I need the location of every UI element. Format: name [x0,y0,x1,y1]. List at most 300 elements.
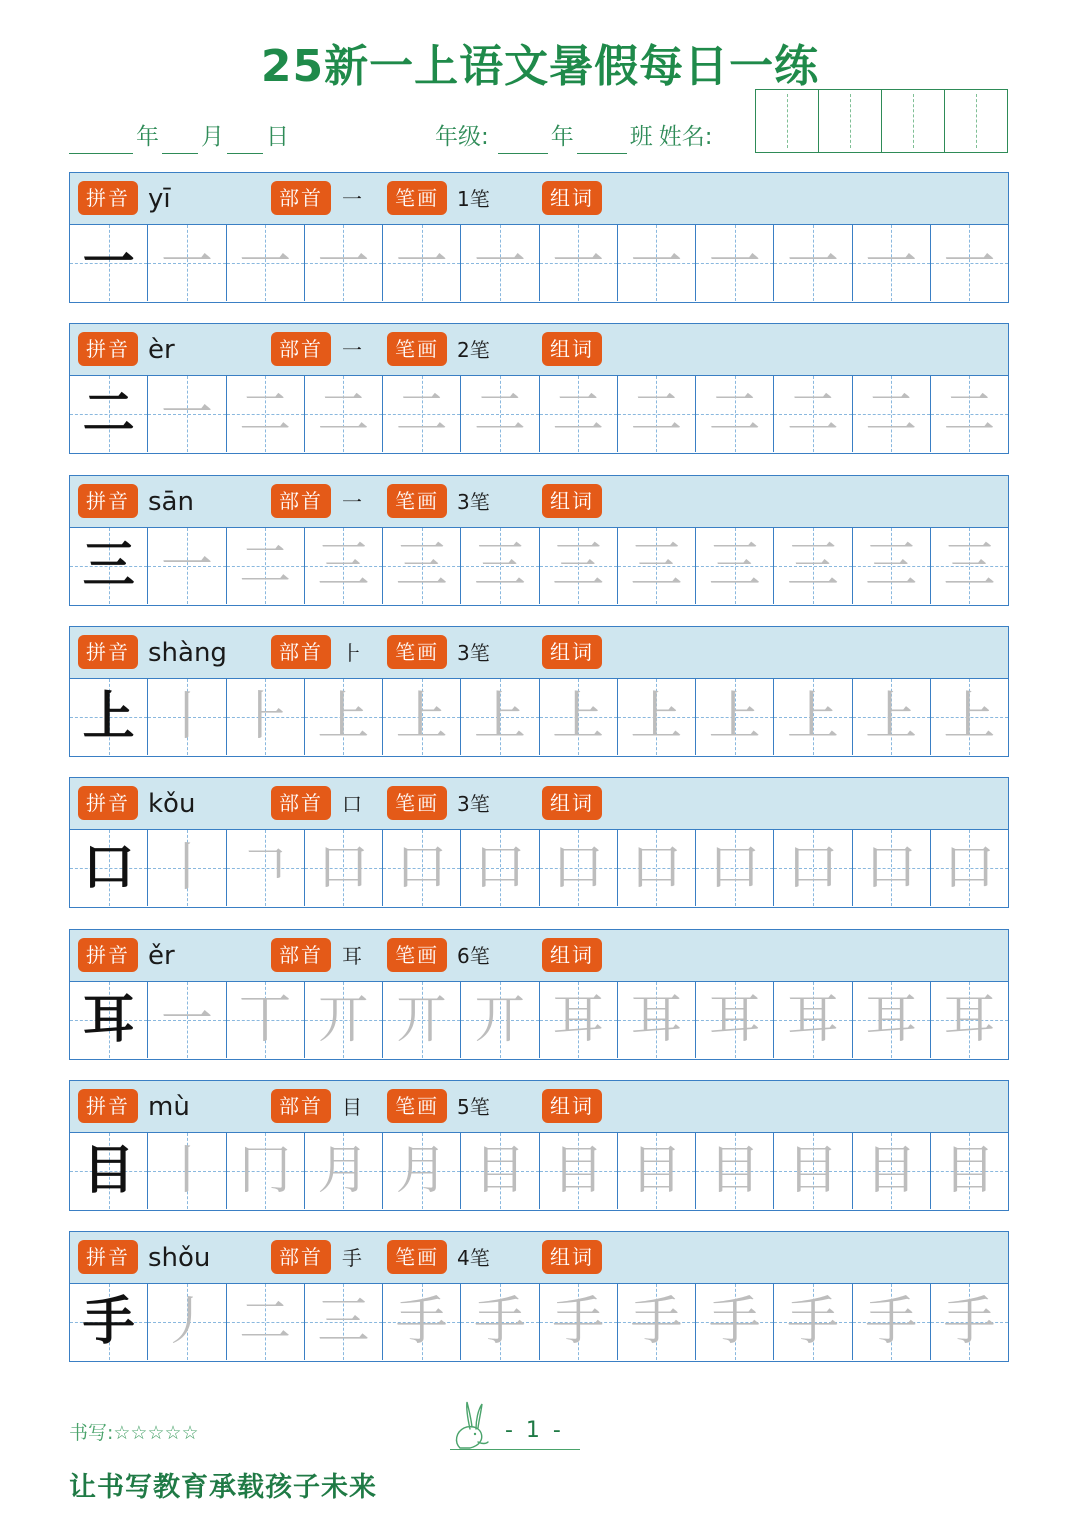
tianzige-cells [70,982,1008,1058]
pinyin-value: shàng [148,637,227,668]
trace-cell[interactable] [853,376,931,452]
pinyin-value: ěr [148,940,175,971]
year-label: 年 [136,124,159,150]
trace-character: 二 [473,384,526,445]
trace-cell[interactable] [227,982,305,1058]
radical-tag: 部首 [271,181,331,215]
trace-character: 上 [786,686,839,747]
pinyin-value: mù [148,1091,190,1122]
trace-character: 手 [943,1292,996,1353]
trace-character: 口 [708,838,761,899]
rabbit-icon [450,1398,494,1450]
trace-cell[interactable] [227,376,305,452]
trace-cell[interactable] [461,528,539,604]
trace-cell[interactable] [383,982,461,1058]
trace-cell[interactable] [461,1133,539,1209]
pinyin-value: èr [148,335,175,366]
trace-cell[interactable] [461,830,539,906]
trace-character: 手 [552,1292,605,1353]
trace-cell[interactable] [148,1133,226,1209]
trace-character: 手 [865,1292,918,1353]
tianzige-cells [70,679,1008,755]
trace-character: 丌 [317,989,370,1050]
radical-value: 一 [342,187,362,211]
radical-value: 手 [342,1246,362,1271]
trace-cell[interactable] [774,1133,852,1209]
pinyin-tag: 拼音 [78,635,138,669]
trace-cell[interactable] [618,528,696,604]
strokes-value: 2笔 [457,338,490,363]
trace-cell[interactable] [540,679,618,755]
radical-tag: 部首 [271,1089,331,1123]
tianzige-cells [70,528,1008,604]
practice-row [69,172,1009,303]
trace-cell[interactable] [227,679,305,755]
trace-character: 丨 [160,838,213,899]
trace-cell[interactable] [148,528,226,604]
trace-cell[interactable] [383,376,461,452]
trace-cell[interactable] [853,982,931,1058]
trace-cell[interactable] [618,376,696,452]
trace-cell[interactable] [383,1284,461,1360]
row-header [70,778,1008,830]
pinyin-tag: 拼音 [78,786,138,820]
trace-character: 手 [395,1292,448,1353]
strokes-value: 3笔 [457,489,490,514]
trace-cell[interactable] [540,1133,618,1209]
trace-cell[interactable] [931,830,1008,906]
trace-cell[interactable] [931,1133,1008,1209]
trace-cell[interactable] [853,225,931,301]
trace-character: 耳 [943,989,996,1050]
words-field[interactable] [610,1240,1000,1274]
radical-value: 目 [342,1094,362,1119]
trace-cell[interactable] [618,1284,696,1360]
writing-rating: 书写:☆☆☆☆☆ [69,1422,199,1444]
page-number-text: - 1 - [505,1418,564,1443]
model-character: 一 [82,233,135,293]
trace-cell[interactable] [148,982,226,1058]
trace-cell[interactable] [774,982,852,1058]
trace-cell[interactable] [383,1133,461,1209]
model-cell [70,679,148,755]
row-header [70,1081,1008,1133]
trace-character: 二 [708,384,761,445]
pinyin-value: yī [148,184,171,214]
trace-character: 一 [473,233,526,293]
trace-character: 二 [786,384,839,445]
strokes-value: 5笔 [457,1094,490,1119]
trace-cell[interactable] [696,830,774,906]
trace-cell[interactable] [461,376,539,452]
trace-cell[interactable] [618,679,696,755]
trace-cell[interactable] [148,1284,226,1360]
trace-character: 目 [865,1140,918,1201]
words-tag: 组词 [542,332,602,366]
pinyin-tag: 拼音 [78,332,138,366]
trace-cell[interactable] [227,1133,305,1209]
model-character: 三 [82,535,135,596]
trace-character: 丌 [473,989,526,1050]
trace-character: 上 [473,686,526,747]
strokes-value: 3笔 [457,792,490,817]
date-line [69,120,292,154]
trace-cell[interactable] [305,528,383,604]
row-header [70,1232,1008,1284]
radical-tag: 部首 [271,635,331,669]
practice-row [69,323,1009,454]
trace-cell[interactable] [148,376,226,452]
trace-cell[interactable] [696,225,774,301]
trace-character: 口 [865,838,918,899]
model-cell [70,528,148,604]
trace-character: 上 [630,686,683,747]
trace-cell[interactable] [931,679,1008,755]
trace-character: 二 [865,384,918,445]
trace-character: 月 [317,1140,370,1201]
trace-character: 上 [317,686,370,747]
trace-character: 手 [786,1292,839,1353]
words-tag: 组词 [542,938,602,972]
radical-value: 口 [342,792,362,817]
trace-cell[interactable] [305,376,383,452]
trace-character: 手 [708,1292,761,1353]
words-field[interactable] [610,1089,1000,1123]
trace-cell[interactable] [227,528,305,604]
trace-character: 三 [865,535,918,596]
trace-character: 一 [395,233,448,293]
trace-character: 口 [786,838,839,899]
trace-character: 一 [160,535,213,596]
trace-cell[interactable] [148,225,226,301]
words-tag: 组词 [542,1240,602,1274]
page-title: 25新一上语文暑假每日一练 [260,41,820,92]
words-field[interactable] [610,181,1000,215]
name-box[interactable] [882,90,945,152]
pinyin-tag: 拼音 [78,1089,138,1123]
words-field[interactable] [610,484,1000,518]
trace-cell[interactable] [931,1284,1008,1360]
trace-character: 月 [395,1140,448,1201]
radical-value: 耳 [342,943,362,968]
trace-cell[interactable] [618,982,696,1058]
words-field[interactable] [610,635,1000,669]
strokes-tag: 笔画 [387,1089,447,1123]
strokes-tag: 笔画 [387,181,447,215]
trace-character: 一 [865,233,918,293]
trace-character: 耳 [552,989,605,1050]
slogan: 让书写教育承载孩子未来 [69,1472,377,1503]
strokes-value: 6笔 [457,943,490,968]
words-tag: 组词 [542,181,602,215]
trace-cell[interactable] [383,225,461,301]
trace-character: 手 [473,1292,526,1353]
trace-cell[interactable] [774,830,852,906]
strokes-tag: 笔画 [387,332,447,366]
trace-cell[interactable] [305,225,383,301]
trace-cell[interactable] [461,679,539,755]
trace-cell[interactable] [696,528,774,604]
trace-cell[interactable] [305,830,383,906]
model-cell [70,982,148,1058]
trace-cell[interactable] [383,830,461,906]
trace-cell[interactable] [305,1284,383,1360]
trace-character: 口 [943,838,996,899]
trace-character: 目 [943,1140,996,1201]
radical-value: 一 [342,489,362,514]
pinyin-value: kǒu [148,789,196,820]
words-field[interactable] [610,938,1000,972]
trace-character: 一 [708,233,761,293]
strokes-tag: 笔画 [387,1240,447,1274]
trace-character: 耳 [865,989,918,1050]
trace-character: 上 [552,686,605,747]
trace-character: 三 [708,535,761,596]
strokes-tag: 笔画 [387,786,447,820]
trace-cell[interactable] [618,830,696,906]
pinyin-tag: 拼音 [78,1240,138,1274]
radical-tag: 部首 [271,938,331,972]
trace-cell[interactable] [853,1284,931,1360]
trace-cell[interactable] [853,528,931,604]
practice-row [69,626,1009,757]
trace-cell[interactable] [853,1133,931,1209]
trace-cell[interactable] [540,1284,618,1360]
words-tag: 组词 [542,786,602,820]
model-character: 手 [82,1292,135,1353]
trace-character: 目 [552,1140,605,1201]
trace-character: 口 [317,838,370,899]
model-character: 上 [82,686,135,747]
radical-tag: 部首 [271,1240,331,1274]
model-cell [70,830,148,906]
trace-character: 上 [708,686,761,747]
trace-character: 二 [239,1292,292,1353]
trace-character: 二 [552,384,605,445]
words-tag: 组词 [542,484,602,518]
trace-cell[interactable] [461,225,539,301]
trace-character: 一 [160,384,213,445]
trace-character: 𠃍 [239,838,292,899]
strokes-value: 4笔 [457,1246,490,1271]
model-character: 目 [82,1140,135,1201]
trace-character: 三 [552,535,605,596]
pinyin-tag: 拼音 [78,181,138,215]
trace-cell[interactable] [853,830,931,906]
trace-character: 目 [473,1140,526,1201]
trace-character: 耳 [708,989,761,1050]
row-header [70,476,1008,528]
trace-character: 一 [786,233,839,293]
strokes-tag: 笔画 [387,938,447,972]
trace-cell[interactable] [383,528,461,604]
trace-cell[interactable] [618,225,696,301]
trace-character: 丨 [160,686,213,747]
words-field[interactable] [610,786,1000,820]
radical-tag: 部首 [271,484,331,518]
strokes-tag: 笔画 [387,484,447,518]
trace-cell[interactable] [227,1284,305,1360]
practice-row [69,1080,1009,1211]
trace-character: 一 [239,233,292,293]
trace-cell[interactable] [774,225,852,301]
trace-cell[interactable] [774,1284,852,1360]
trace-character: 口 [630,838,683,899]
day-blank[interactable] [227,126,263,154]
pinyin-tag: 拼音 [78,484,138,518]
model-cell [70,1133,148,1209]
model-cell [70,225,148,301]
trace-cell[interactable] [540,376,618,452]
name-box[interactable] [756,90,819,152]
pinyin-value: sān [148,486,194,517]
trace-character: 二 [943,384,996,445]
trace-character: 手 [630,1292,683,1353]
model-character: 耳 [82,989,135,1050]
tianzige-cells [70,830,1008,906]
trace-character: 三 [473,535,526,596]
trace-cell[interactable] [305,1133,383,1209]
grade-year-label: 年 [550,124,574,150]
trace-cell[interactable] [696,1133,774,1209]
trace-cell[interactable] [461,1284,539,1360]
trace-cell[interactable] [227,830,305,906]
trace-character: 丿 [160,1292,213,1353]
trace-character: 耳 [630,989,683,1050]
trace-cell[interactable] [931,225,1008,301]
trace-character: 目 [708,1140,761,1201]
trace-character: 二 [239,535,292,596]
trace-cell[interactable] [931,528,1008,604]
radical-value: ⺊ [342,640,362,665]
trace-character: 二 [630,384,683,445]
trace-cell[interactable] [774,376,852,452]
strokes-tag: 笔画 [387,635,447,669]
model-character: 口 [82,838,135,899]
radical-value: 一 [342,338,362,363]
trace-character: 二 [239,384,292,445]
trace-cell[interactable] [461,982,539,1058]
class-blank[interactable] [577,126,627,154]
trace-cell[interactable] [227,225,305,301]
trace-cell[interactable] [696,679,774,755]
trace-cell[interactable] [696,376,774,452]
month-blank[interactable] [162,126,198,154]
trace-cell[interactable] [305,982,383,1058]
model-cell [70,1284,148,1360]
year-blank[interactable] [69,126,133,154]
words-tag: 组词 [542,635,602,669]
trace-cell[interactable] [305,679,383,755]
trace-character: 丨 [160,1140,213,1201]
page-rule [450,1449,580,1450]
trace-cell[interactable] [931,982,1008,1058]
trace-cell[interactable] [774,679,852,755]
tianzige-cells [70,1284,1008,1360]
trace-character: 口 [473,838,526,899]
trace-cell[interactable] [383,679,461,755]
trace-cell[interactable] [148,830,226,906]
name-box[interactable] [819,90,882,152]
model-cell [70,376,148,452]
trace-character: 丌 [395,989,448,1050]
trace-character: 三 [630,535,683,596]
radical-tag: 部首 [271,332,331,366]
grade-blank[interactable] [498,126,548,154]
practice-row [69,777,1009,908]
trace-cell[interactable] [540,830,618,906]
model-character: 二 [82,384,135,445]
trace-character: 二 [317,384,370,445]
pinyin-value: shǒu [148,1243,211,1274]
tianzige-cells [70,225,1008,301]
trace-cell[interactable] [696,982,774,1058]
name-box[interactable] [945,90,1007,152]
trace-character: 三 [317,1292,370,1353]
trace-character: 三 [317,535,370,596]
trace-character: 一 [160,233,213,293]
trace-character: 一 [943,233,996,293]
row-header [70,173,1008,225]
trace-character: 三 [943,535,996,596]
trace-cell[interactable] [931,376,1008,452]
trace-character: 口 [552,838,605,899]
grade-class-line [432,120,716,154]
trace-character: 上 [943,686,996,747]
trace-cell[interactable] [618,1133,696,1209]
grade-label: 年级: [435,124,489,150]
trace-character: ⺊ [239,686,292,747]
trace-cell[interactable] [148,679,226,755]
day-label: 日 [266,124,289,150]
strokes-value: 1笔 [457,187,490,211]
trace-cell[interactable] [774,528,852,604]
tianzige-cells [70,1133,1008,1209]
words-field[interactable] [610,332,1000,366]
pinyin-tag: 拼音 [78,938,138,972]
trace-character: 三 [786,535,839,596]
trace-character: 一 [317,233,370,293]
trace-character: 一 [630,233,683,293]
trace-character: 冂 [239,1140,292,1201]
name-label: 姓名: [658,124,713,150]
class-label: 班 [629,124,653,150]
practice-row [69,929,1009,1060]
trace-character: 二 [395,384,448,445]
trace-character: 一 [160,989,213,1050]
radical-tag: 部首 [271,786,331,820]
words-tag: 组词 [542,1089,602,1123]
trace-cell[interactable] [853,679,931,755]
name-boxes[interactable] [755,89,1008,153]
practice-row [69,475,1009,606]
month-label: 月 [201,124,224,150]
trace-character: 一 [552,233,605,293]
trace-cell[interactable] [540,528,618,604]
practice-row [69,1231,1009,1362]
trace-character: 上 [395,686,448,747]
trace-character: 目 [630,1140,683,1201]
trace-cell[interactable] [696,1284,774,1360]
trace-character: 上 [865,686,918,747]
trace-character: 三 [395,535,448,596]
trace-cell[interactable] [540,225,618,301]
trace-cell[interactable] [540,982,618,1058]
row-header [70,930,1008,982]
trace-character: 耳 [786,989,839,1050]
trace-character: 口 [395,838,448,899]
page-number [450,1398,580,1450]
